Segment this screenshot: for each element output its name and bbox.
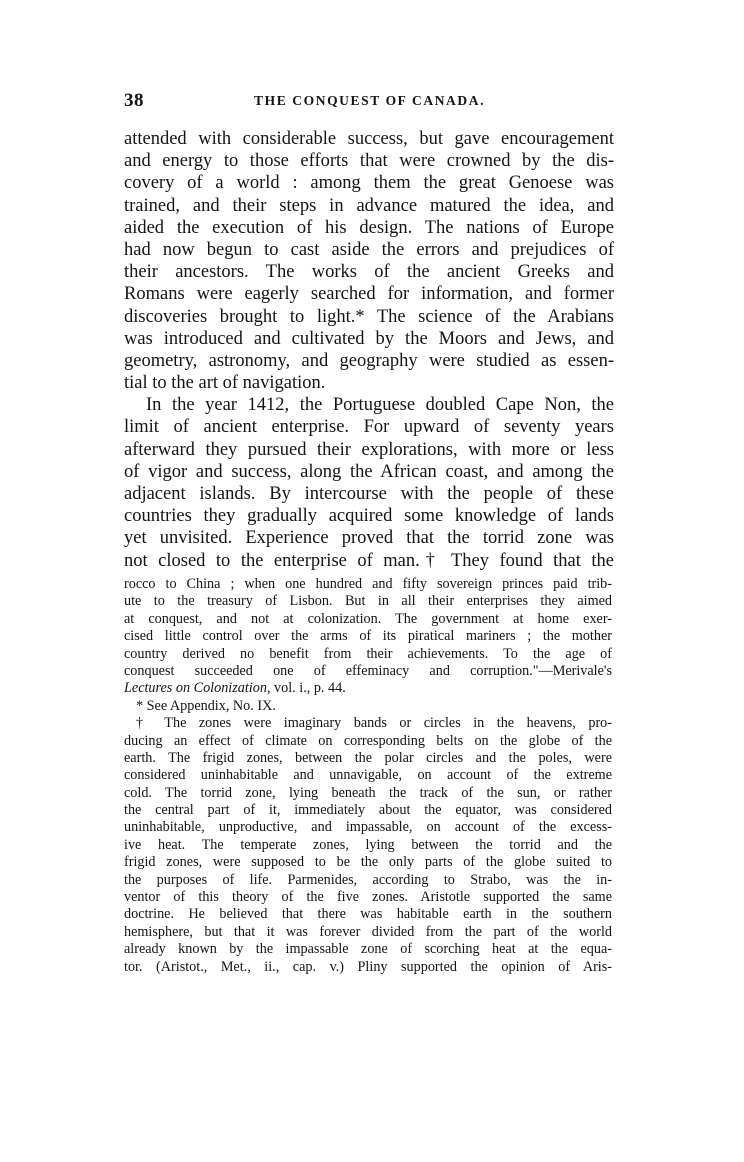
text-line: covery of a world : among them the great Genoese was: [124, 173, 614, 194]
text-line: aided the execution of his design. The nations of Europe: [124, 217, 614, 238]
footnote-line: at conquest, and not at colonization. The government at home exer-: [124, 610, 612, 627]
main-text-block: [124, 128, 614, 572]
text-line: trained, and their steps in advance matured the idea, and: [124, 195, 614, 216]
text-line: of vigor and success, along the African coast, and among the: [124, 461, 614, 482]
text-line: limit of ancient enterprise. For upward of seventy years: [124, 417, 614, 438]
footnote-dagger: † The zones were imaginary bands or circles in the heavens, pro-: [136, 715, 612, 732]
text-line: their ancestors. The works of the ancient Greeks and: [124, 262, 614, 283]
footnote-line: ventor of this theory of the five zones. Aristotle supported the same: [124, 889, 612, 906]
text-line: Romans were eagerly searched for information, and former: [124, 284, 614, 305]
footnote-asterisk: * See Appendix, No. IX.: [136, 697, 276, 714]
text-line: was introduced and cultivated by the Moors and Jews, and: [124, 328, 614, 349]
footnote-line: earth. The frigid zones, between the polar circles and the poles, were: [124, 749, 612, 766]
text-line: had now begun to cast aside the errors and prejudices of: [124, 239, 614, 260]
footnote-line: doctrine. He believed that there was habitable earth in the southern: [124, 906, 612, 923]
text-line: tial to the art of navigation.: [124, 373, 326, 394]
text-line: countries they gradually acquired some knowledge of lands: [124, 506, 614, 527]
footnote-line: cold. The torrid zone, lying beneath the track of the sun, or rather: [124, 784, 612, 801]
footnote-line: country derived no benefit from their achievements. To the age of: [124, 645, 612, 662]
running-head: [124, 90, 616, 114]
text-line: adjacent islands. By intercourse with the people of these: [124, 484, 614, 504]
footnotes-block: [124, 576, 612, 976]
text-line: and energy to those efforts that were crowned by the dis-: [124, 151, 614, 172]
text-line: attended with considerable success, but gave encouragement: [124, 129, 614, 149]
footnote-line: the purposes of life. Parmenides, according to Strabo, was the in-: [124, 871, 612, 888]
citation-rest: , vol. i., p. 44.: [266, 680, 346, 697]
footnote-line: ute to the treasury of Lisbon. But in all their enterprises they aimed: [124, 593, 612, 610]
footnote-line: ducing an effect of climate on corresponding belts on the globe of the: [124, 732, 612, 749]
text-line: In the year 1412, the Portuguese doubled Cape Non, the: [146, 395, 614, 416]
footnote-line: frigid zones, were supposed to be the only parts of the globe suited to: [124, 854, 612, 871]
footnote-citation: [124, 680, 612, 697]
footnote-line: uninhabitable, unproductive, and impassable, on account of the excess-: [124, 819, 612, 836]
text-line: geometry, astronomy, and geography were studied as essen-: [124, 350, 614, 371]
footnote-line: considered uninhabitable and unnavigable, on account of the extreme: [124, 767, 612, 784]
running-title: THE CONQUEST OF CANADA.: [254, 93, 486, 108]
text-line: discoveries brought to light.* The science of the Arabians: [124, 306, 614, 327]
footnote-line: hemisphere, but that it was forever divided from the part of the world: [124, 923, 612, 940]
citation-title: Lectures on Colonization: [124, 680, 267, 697]
footnote-line: ive heat. The temperate zones, lying between the torrid and the: [124, 836, 612, 853]
footnote-line: tor. (Aristot., Met., ii., cap. v.) Pliny supported the opinion of Aris-: [124, 958, 612, 975]
footnote-line: conquest succeeded one of effeminacy and corruption."—Merivale's: [124, 662, 612, 679]
text-line: afterward they pursued their explorations, with more or less: [124, 439, 614, 460]
footnote-line: rocco to China ; when one hundred and fifty sovereign princes paid trib-: [124, 576, 612, 592]
footnote-line: cised little control over the arms of its piratical mariners ; the mother: [124, 628, 612, 645]
text-line: yet unvisited. Experience proved that the torrid zone was: [124, 528, 614, 549]
page-number: 38: [124, 90, 144, 111]
footnote-line: already known by the impassable zone of scorching heat at the equa-: [124, 941, 612, 958]
footnote-line: the central part of it, immediately about the equator, was considered: [124, 802, 612, 819]
text-line: not closed to the enterprise of man.† They found that the: [124, 550, 614, 571]
